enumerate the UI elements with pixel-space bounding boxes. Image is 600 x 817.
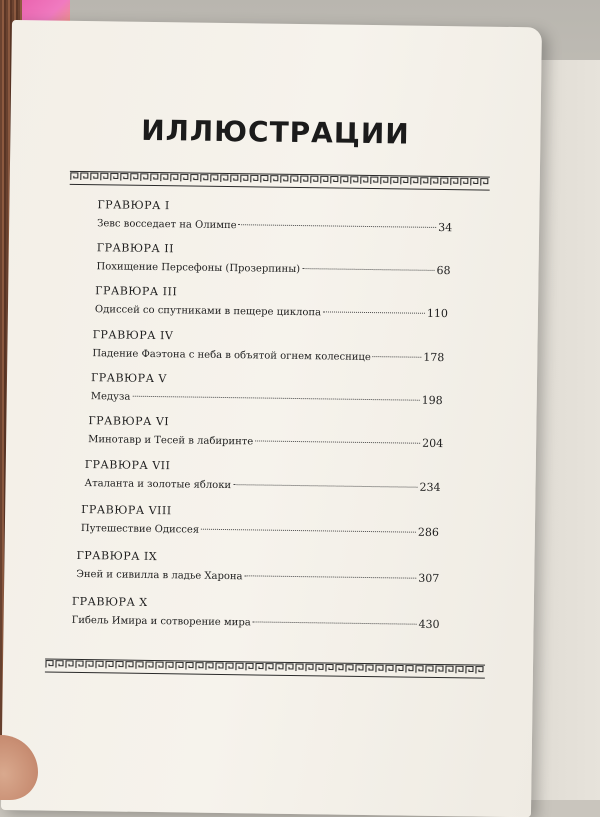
entry-page-number: 68: [436, 263, 451, 278]
entry-line: [81, 521, 439, 539]
dot-leader: [245, 575, 417, 578]
entry-label: ГРАВЮРА I: [97, 198, 170, 213]
list-item: [97, 198, 452, 234]
entry-line: [92, 346, 444, 364]
entry-line: [97, 216, 452, 234]
entry-label: ГРАВЮРА VIII: [81, 503, 172, 518]
entry-label: ГРАВЮРА X: [71, 594, 148, 609]
entry-label: ГРАВЮРА V: [90, 371, 168, 386]
entry-label: ГРАВЮРА III: [95, 284, 178, 299]
entry-line: [84, 476, 440, 494]
dot-leader: [239, 224, 437, 228]
dot-leader: [132, 396, 419, 401]
entry-page-number: 178: [423, 350, 445, 365]
entry-line: [95, 302, 448, 320]
list-item: [76, 549, 439, 585]
entry-page-number: 430: [418, 617, 440, 632]
dot-leader: [201, 529, 416, 533]
list-item: [84, 458, 440, 494]
book-page: [1, 20, 542, 817]
entry-page-number: 110: [426, 306, 449, 321]
illustration-list: [1, 20, 542, 817]
entry-title: Минотавр и Тесей в лабиринте: [88, 434, 254, 448]
entry-title: Эней и сивилла в ладье Харона: [76, 568, 243, 583]
entry-label: ГРАВЮРА II: [96, 241, 175, 256]
entry-label: ГРАВЮРА IX: [76, 548, 158, 564]
entry-line: [72, 613, 440, 631]
dot-leader: [233, 484, 417, 488]
dot-leader: [253, 621, 417, 624]
dot-leader: [323, 311, 425, 313]
list-item: [81, 503, 439, 539]
entry-line: [88, 432, 443, 450]
entry-label: ГРАВЮРА VII: [84, 458, 171, 473]
list-item: [92, 328, 444, 364]
list-item: [91, 371, 443, 407]
entry-page-number: 198: [421, 393, 443, 408]
entry-page-number: 286: [417, 525, 439, 540]
entry-title: Гибель Имира и сотворение мира: [71, 614, 251, 629]
list-item: [95, 284, 448, 320]
entry-page-number: 307: [418, 571, 440, 586]
dot-leader: [255, 440, 420, 443]
entry-title: Падение Фаэтона с неба в объятой огнем колеснице: [92, 348, 371, 364]
list-item: [96, 241, 450, 277]
entry-page-number: 204: [422, 436, 444, 451]
entry-label: ГРАВЮРА IV: [92, 328, 174, 343]
dot-leader: [373, 356, 422, 358]
entry-line: [91, 389, 443, 407]
entry-title: Одиссей со спутниками в пещере циклопа: [94, 304, 322, 319]
list-item: [88, 414, 443, 450]
entry-line: [76, 567, 439, 585]
entry-title: Аталанта и золотые яблоки: [84, 478, 232, 492]
entry-page-number: 34: [438, 220, 453, 235]
entry-line: [96, 259, 450, 277]
entry-page-number: 234: [419, 480, 441, 495]
page-title: ИЛЛЮСТРАЦИИ: [140, 113, 410, 151]
list-item: [72, 595, 440, 631]
entry-label: ГРАВЮРА VI: [88, 414, 170, 429]
dot-leader: [302, 268, 434, 271]
entry-title: Медуза: [90, 391, 131, 403]
entry-title: Похищение Персефоны (Прозерпины): [96, 261, 301, 276]
entry-title: Путешествие Одиссея: [80, 523, 200, 536]
entry-title: Зевс восседает на Олимпе: [97, 218, 237, 232]
